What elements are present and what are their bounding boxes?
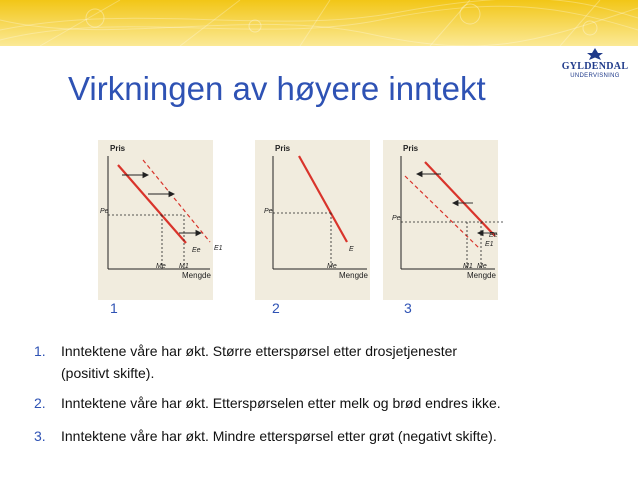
list-item-3-number: 3.	[34, 428, 46, 444]
chart2-demand-label-e: E	[349, 246, 354, 253]
logo-name: GYLDENDAL	[561, 61, 629, 72]
chart1-price-label: Pe	[100, 208, 109, 215]
chart3-qty-label-m1: M1	[463, 263, 473, 270]
chart1-qty-label-me: Me	[156, 263, 166, 270]
decorative-top-band	[0, 0, 638, 46]
list-item-1-number: 1.	[34, 343, 46, 359]
chart1-ylabel: Pris	[110, 144, 126, 153]
slide-title: Virkningen av høyere inntekt	[68, 70, 486, 107]
panel-number-3: 3	[404, 300, 412, 316]
panel-number-1: 1	[110, 300, 118, 316]
logo-subtitle: UNDERVISNING	[570, 73, 620, 79]
chart1-demand-e1	[143, 160, 210, 242]
chart1-xlabel: Mengde	[182, 271, 211, 280]
chart2-xlabel: Mengde	[339, 271, 368, 280]
gyldendal-emblem-icon	[584, 48, 606, 60]
chart-panel-1	[98, 140, 223, 300]
chart1-qty-label-m1: M1	[179, 263, 189, 270]
chart2-qty-label-me: Me	[327, 263, 337, 270]
chart2-price-label: Pe	[264, 208, 273, 215]
list-item-3-line-1: Inntektene våre har økt. Mindre etterspørsel etter grøt (negativt skifte).	[61, 428, 497, 444]
list-item-1-line-1: Inntektene våre har økt. Større etterspørsel etter drosjetjenester	[61, 343, 458, 359]
chart3-ylabel: Pris	[403, 144, 419, 153]
chart1-demand-label-e1: E1	[214, 245, 223, 252]
chart3-demand-label-e1: E1	[485, 241, 494, 248]
chart-panel-2	[255, 140, 370, 300]
list-item-2-line-1: Inntektene våre har økt. Etterspørselen etter melk og brød endres ikke.	[61, 395, 501, 411]
chart2-ylabel: Pris	[275, 144, 291, 153]
gyldendal-logo	[556, 48, 634, 86]
chart3-qty-label-me: Me	[477, 263, 487, 270]
chart3-demand-ee	[425, 162, 495, 236]
panel-number-2: 2	[272, 300, 280, 316]
chart3-demand-e1	[405, 176, 479, 248]
chart1-demand-ee	[118, 165, 186, 243]
chart2-demand-e	[299, 156, 347, 242]
chart1-demand-label-ee: Ee	[192, 247, 201, 254]
chart3-xlabel: Mengde	[467, 271, 496, 280]
chart3-demand-label-ee: Ee	[489, 232, 498, 239]
chart-panel-3	[383, 140, 498, 300]
list-item-1-line-2: (positivt skifte).	[61, 365, 155, 381]
list-item-2-number: 2.	[34, 395, 46, 411]
chart3-price-label: Pe	[392, 215, 401, 222]
